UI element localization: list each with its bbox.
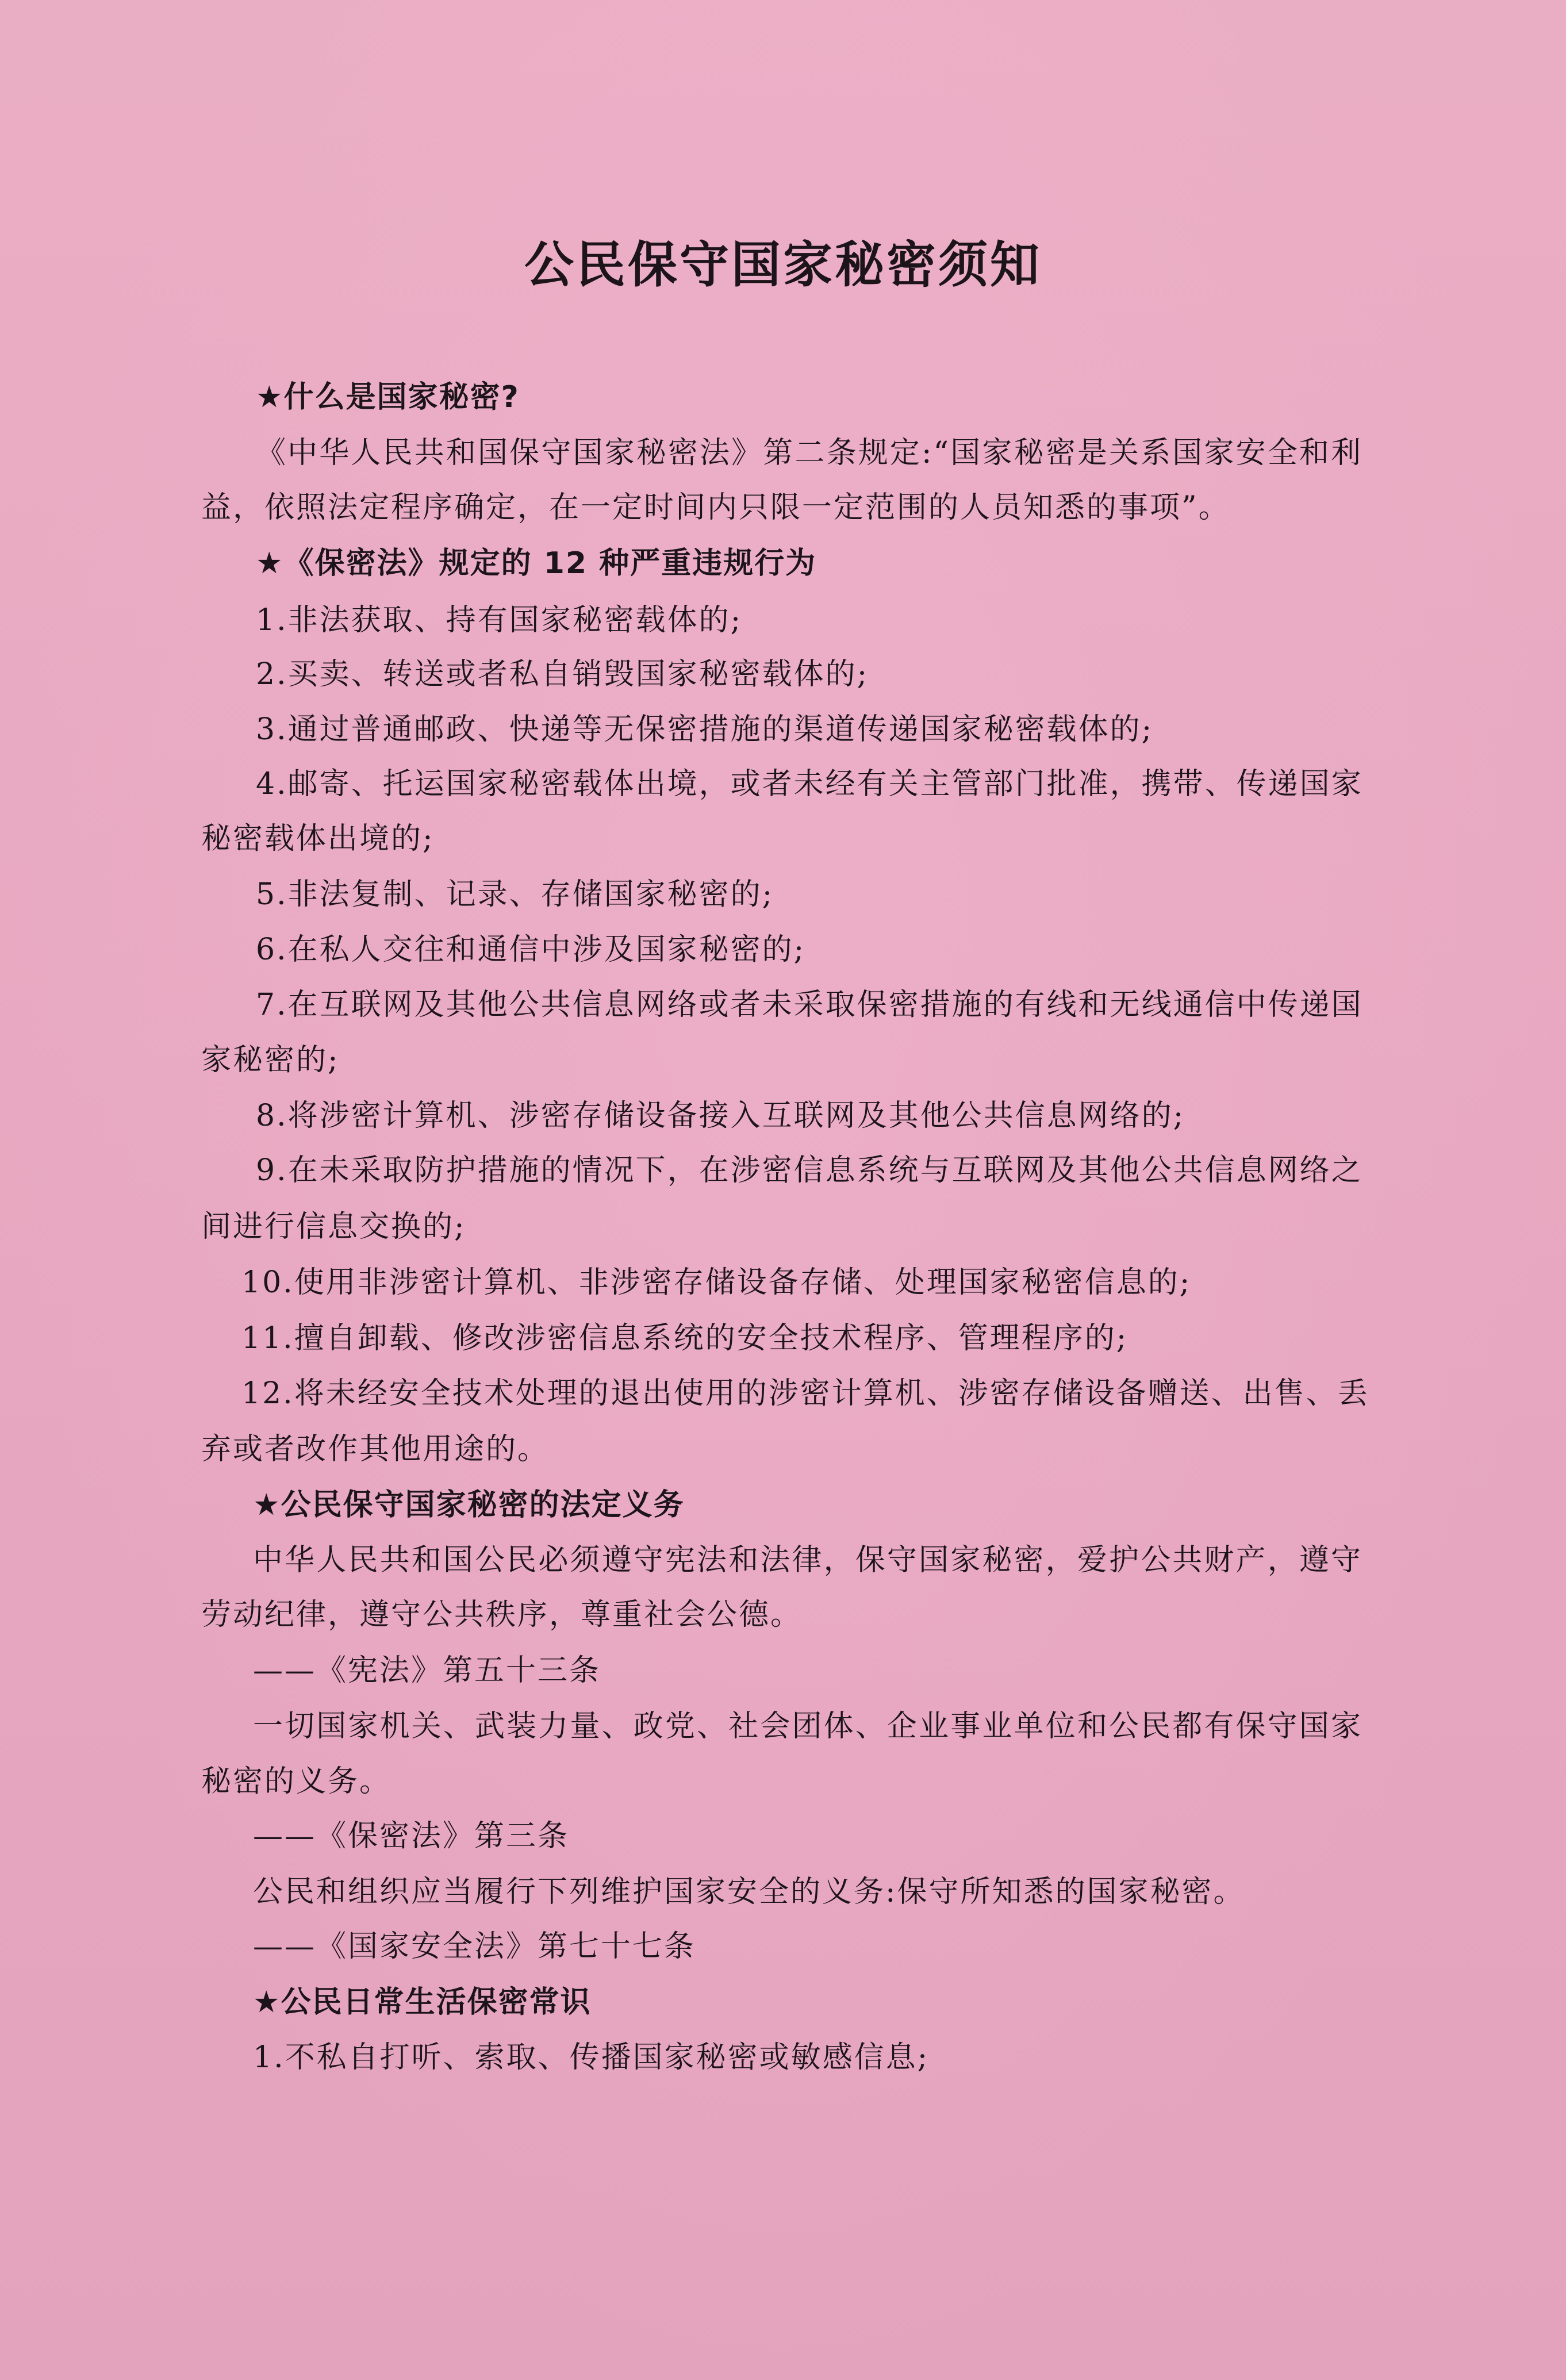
list-item: 4.邮寄、托运国家秘密载体出境，或者未经有关主管部门批准，携带、传递国家 [256, 767, 1363, 801]
citation: ——《宪法》第五十三条 [253, 1653, 601, 1688]
citation: ——《保密法》第三条 [253, 1819, 570, 1853]
paragraph-line: 《中华人民共和国保守国家秘密法》第二条规定:“国家秘密是关系国家安全和利 [256, 436, 1362, 470]
section-heading-violations: ★《保密法》规定的 12 种严重违规行为 [256, 546, 817, 581]
citation: ——《国家安全法》第七十七条 [253, 1929, 696, 1964]
paragraph-line: 公民和组织应当履行下列维护国家安全的义务:保守所知悉的国家秘密。 [253, 1875, 1245, 1909]
list-item: 1.不私自打听、索取、传播国家秘密或敏感信息; [253, 2040, 930, 2075]
list-item: 11.擅自卸载、修改涉密信息系统的安全技术程序、管理程序的; [241, 1321, 1129, 1356]
paragraph-line: 一切国家机关、武装力量、政党、社会团体、企业事业单位和公民都有保守国家 [253, 1709, 1362, 1744]
list-item: 3.通过普通邮政、快递等无保密措施的渠道传递国家秘密载体的; [256, 712, 1154, 747]
section-heading-daily: ★公民日常生活保密常识 [253, 1985, 592, 2020]
list-item: 6.在私人交往和通信中涉及国家秘密的; [256, 932, 806, 967]
paragraph-line: 劳动纪律，遵守公共秩序，尊重社会公德。 [201, 1598, 803, 1632]
list-item: 12.将未经安全技术处理的退出使用的涉密计算机、涉密存储设备赠送、出售、丢 [241, 1376, 1369, 1411]
list-item: 10.使用非涉密计算机、非涉密存储设备存储、处理国家秘密信息的; [241, 1265, 1192, 1300]
section-heading-what-is: ★什么是国家秘密? [256, 380, 520, 414]
list-item: 7.在互联网及其他公共信息网络或者未采取保密措施的有线和无线通信中传递国 [256, 988, 1363, 1022]
paragraph-line: 秘密的义务。 [201, 1764, 392, 1799]
list-item-continuation: 秘密载体出境的; [201, 822, 435, 856]
list-item-continuation: 弃或者改作其他用途的。 [201, 1432, 550, 1467]
list-item-continuation: 家秘密的; [201, 1043, 340, 1077]
list-item: 9.在未采取防护措施的情况下，在涉密信息系统与互联网及其他公共信息网络之 [256, 1153, 1363, 1188]
list-item-continuation: 间进行信息交换的; [201, 1210, 466, 1244]
list-item: 1.非法获取、持有国家秘密载体的; [256, 603, 743, 638]
list-item: 2.买卖、转送或者私自销毁国家秘密载体的; [256, 657, 869, 692]
list-item: 8.将涉密计算机、涉密存储设备接入互联网及其他公共信息网络的; [256, 1099, 1185, 1133]
paragraph-line: 益，依照法定程序确定，在一定时间内只限一定范围的人员知悉的事项”。 [201, 490, 1230, 525]
paragraph-line: 中华人民共和国公民必须遵守宪法和法律，保守国家秘密，爱护公共财产，遵守 [253, 1543, 1362, 1577]
section-heading-duties: ★公民保守国家秘密的法定义务 [253, 1488, 685, 1522]
list-item: 5.非法复制、记录、存储国家秘密的; [256, 877, 774, 912]
document-title: 公民保守国家秘密须知 [524, 236, 1042, 294]
